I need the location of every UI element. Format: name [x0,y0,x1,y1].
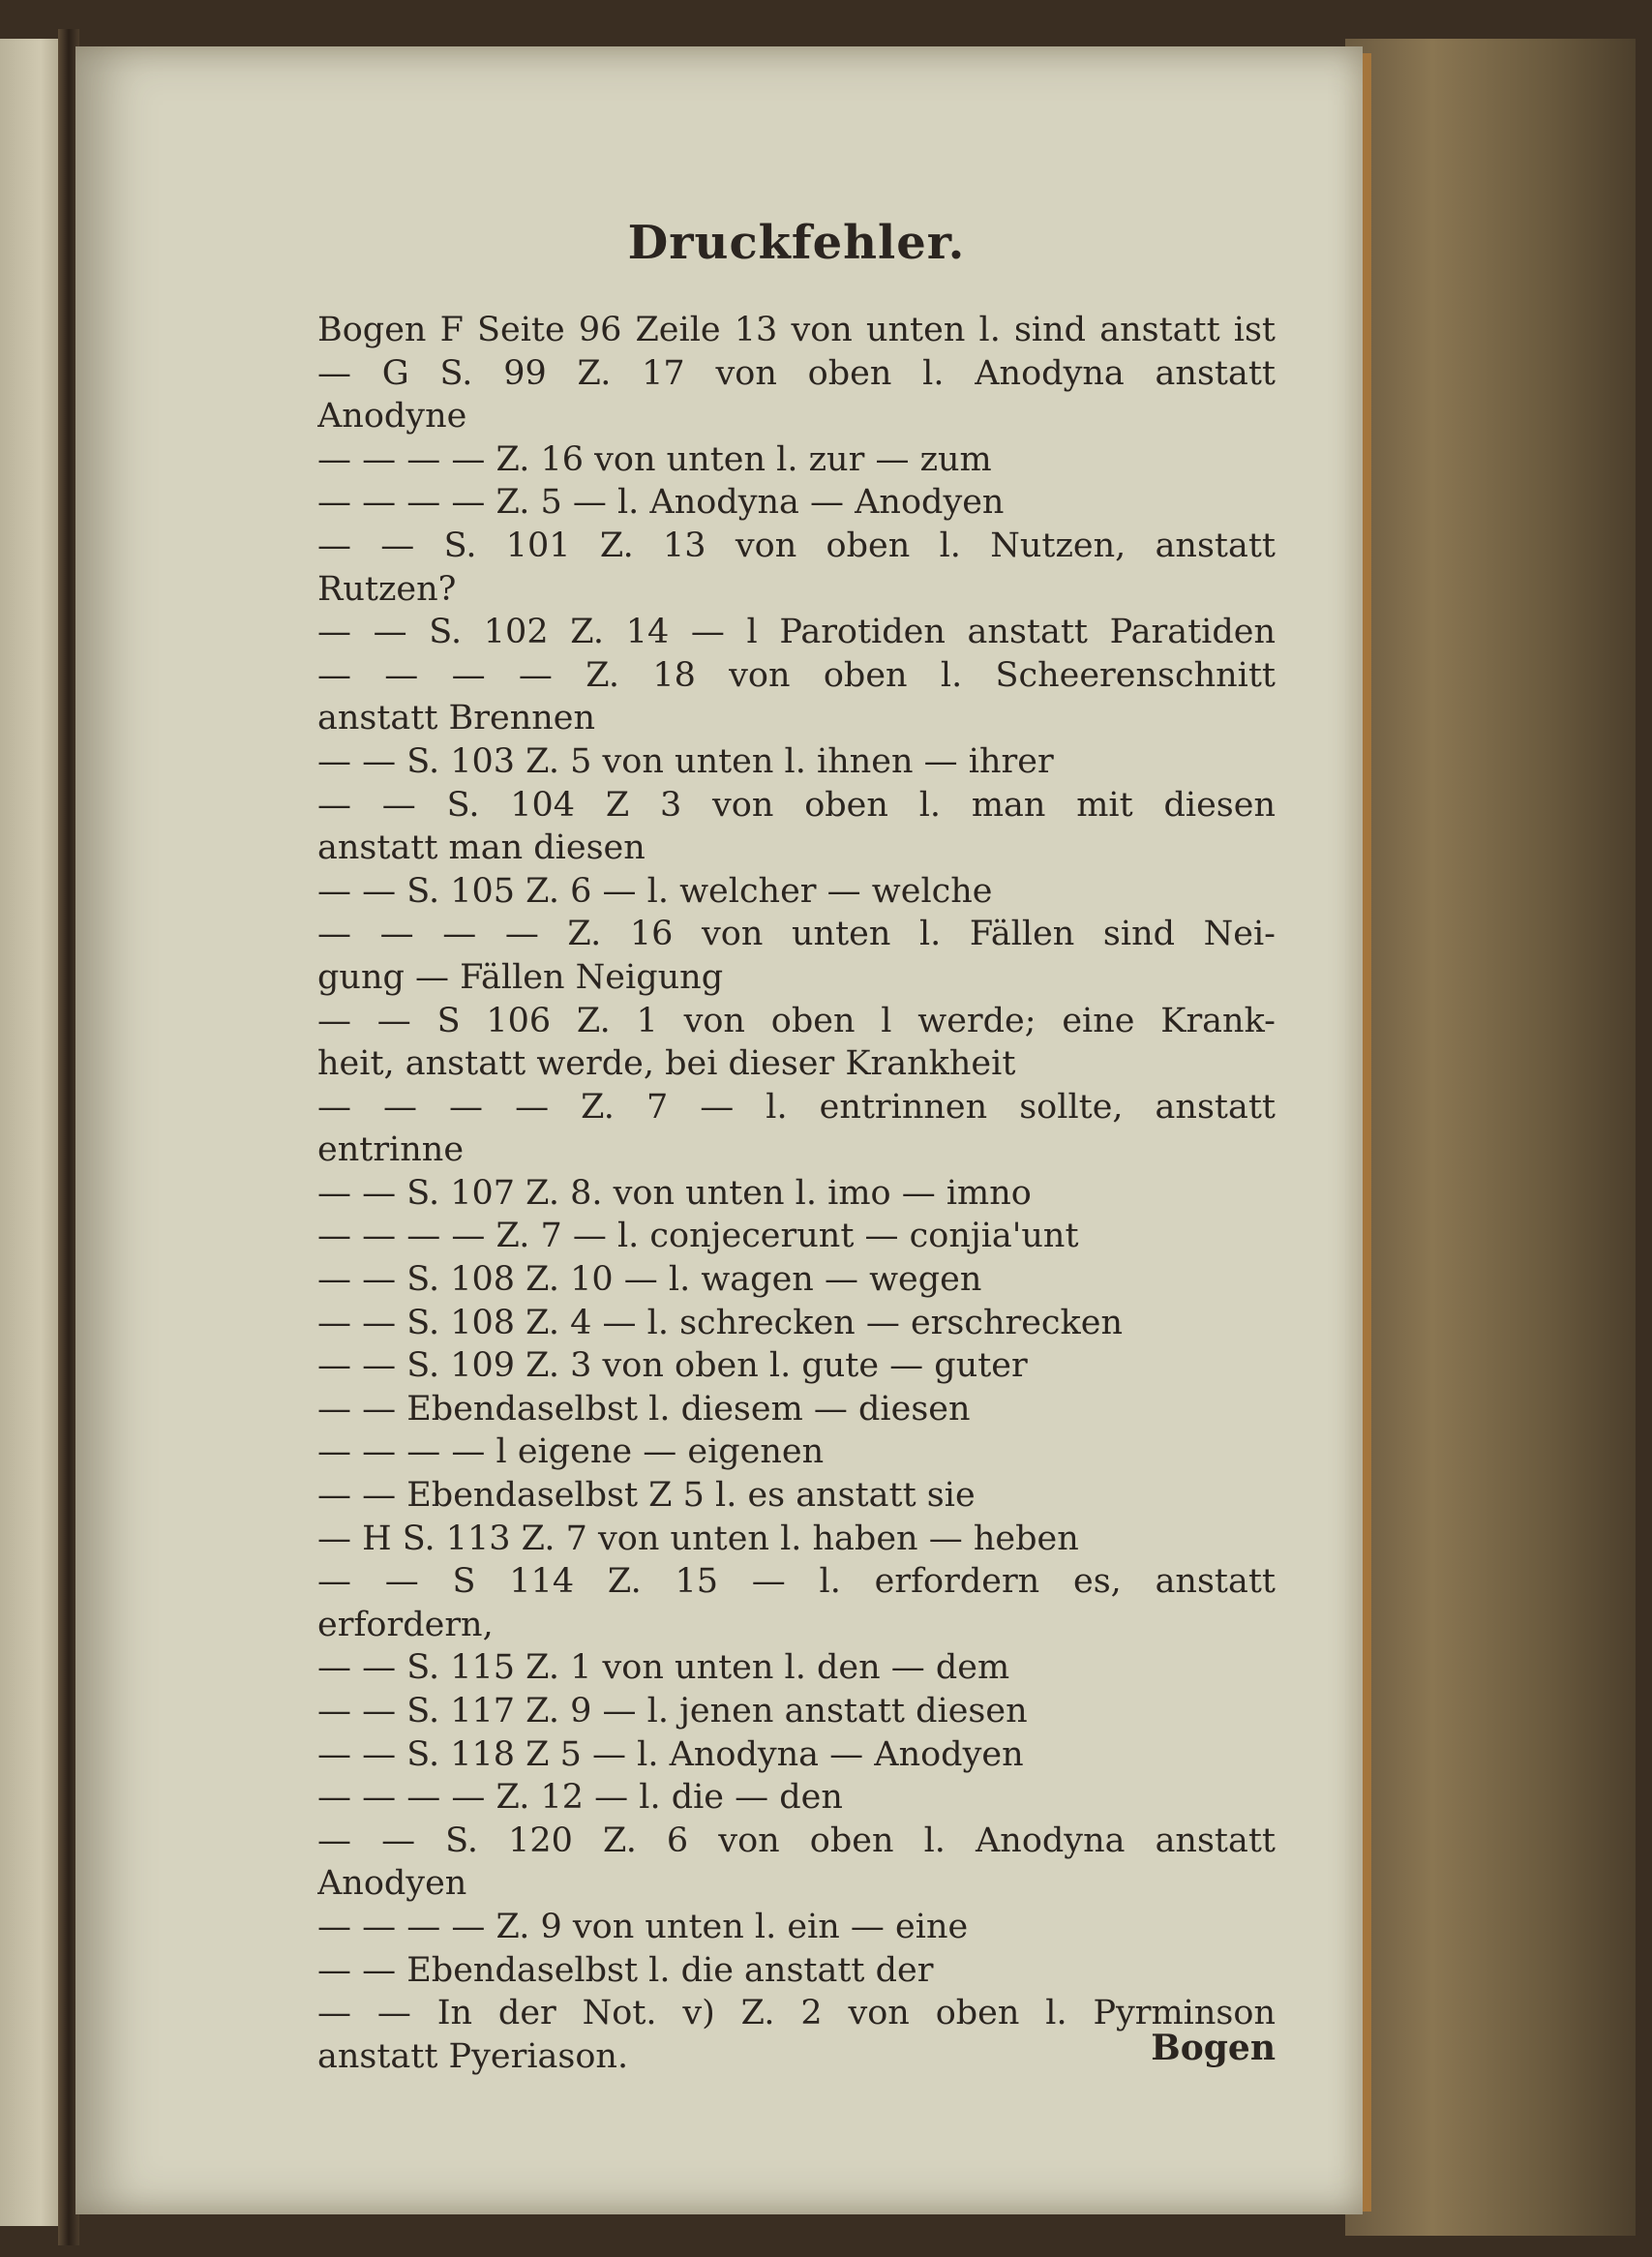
errata-line: — — S 106 Z. 1 von oben l werde; eine Krank- [317,1001,1276,1040]
errata-line: — — Ebendaselbst l. diesem — diesen [317,1389,971,1429]
errata-line: — — S. 118 Z 5 — l. Anodyna — Anodyen [317,1734,1024,1774]
errata-line: anstatt Pyeriason. [317,2036,629,2076]
errata-line: Rutzen? [317,569,457,609]
errata-line: — — — — Z. 9 von unten l. ein — eine [317,1907,969,1946]
errata-line: — — S. 120 Z. 6 von oben l. Anodyna anstatt [317,1821,1276,1860]
errata-line: — — S 114 Z. 15 — l. erfordern es, anstatt [317,1562,1276,1602]
errata-line: entrinne [317,1130,465,1170]
errata-line: — — S. 108 Z. 10 — l. wagen — wegen [317,1260,982,1300]
errata-line: heit, anstatt werde, bei dieser Krankheit [317,1044,1016,1084]
errata-line: — — — — Z. 5 — l. Anodyna — Anodyen [317,483,1005,523]
errata-line: — — S. 107 Z. 8. von unten l. imo — imno [317,1173,1032,1213]
errata-line: — — — — Z. 16 von unten l. zur — zum [317,439,992,479]
errata-text-block [317,216,1276,2078]
catchword: Bogen [1151,2028,1276,2068]
errata-line: anstatt Brennen [317,699,596,738]
errata-line: erfordern, [317,1605,494,1644]
errata-line: — — — — Z. 16 von unten l. Fällen sind Nei- [317,915,1276,954]
errata-line: — — Ebendaselbst Z 5 l. es anstatt sie [317,1476,976,1516]
errata-list [317,309,1276,2078]
errata-line: — — S. 101 Z. 13 von oben l. Nutzen, anstatt [317,526,1276,565]
errata-line: — — S. 109 Z. 3 von oben l. gute — guter [317,1346,1028,1386]
errata-line: gung — Fällen Neigung [317,957,724,997]
errata-line: — — S. 102 Z. 14 — l Parotiden anstatt Paratiden [317,613,1276,652]
errata-line: Anodyne [317,397,467,436]
errata-line: — — S. 108 Z. 4 — l. schrecken — erschrecken [317,1303,1124,1342]
errata-line: anstatt man diesen [317,828,646,868]
errata-line: — — — — Z. 12 — l. die — den [317,1778,843,1818]
errata-line: — — S. 105 Z. 6 — l. welcher — welche [317,871,993,911]
errata-line: — — S. 115 Z. 1 von unten l. den — dem [317,1648,1010,1688]
errata-page [75,46,1363,2214]
errata-line: — — — — Z. 7 — l. conjecerunt — conjia'unt [317,1217,1079,1256]
errata-line: Anodyen [317,1864,467,1904]
errata-line: — — — — l eigene — eigenen [317,1432,825,1472]
errata-line: — G S. 99 Z. 17 von oben l. Anodyna anstatt [317,353,1276,393]
errata-line: — — — — Z. 18 von oben l. Scheerenschnitt [317,655,1276,695]
errata-line: — — In der Not. v) Z. 2 von oben l. Pyrminson [317,1994,1276,2033]
page-title: Druckfehler. [627,216,966,270]
book-cover-edge [1345,39,1636,2236]
errata-line: — H S. 113 Z. 7 von unten l. haben — heben [317,1519,1079,1558]
errata-line: — — S. 104 Z 3 von oben l. man mit diesen [317,785,1276,825]
errata-line: — — S. 117 Z. 9 — l. jenen anstatt diesen [317,1692,1028,1730]
errata-line: Bogen F Seite 96 Zeile 13 von unten l. sind anstatt ist [317,311,1276,349]
errata-line: — — S. 103 Z. 5 von unten l. ihnen — ihrer [317,741,1054,781]
errata-line: — — — — Z. 7 — l. entrinnen sollte, anstatt [317,1087,1276,1127]
errata-line: — — Ebendaselbst l. die anstatt der [317,1950,934,1990]
